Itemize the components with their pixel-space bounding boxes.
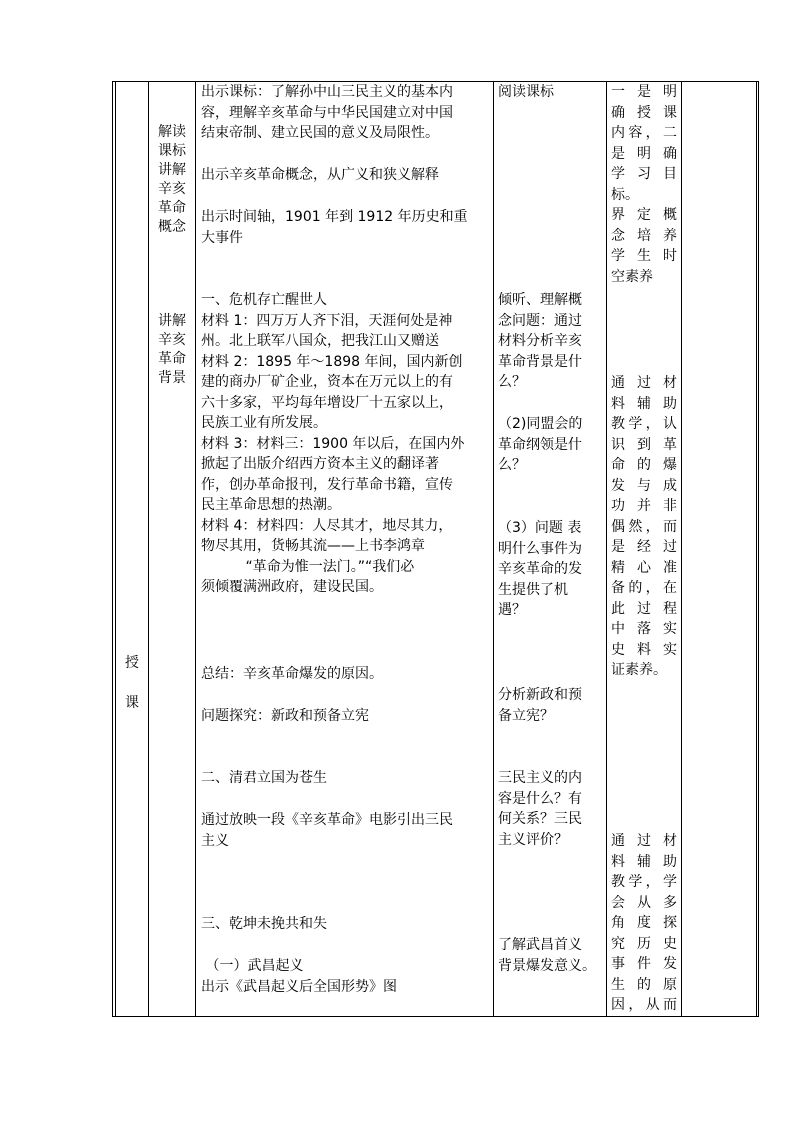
- text-line: 出示课标：了解孙中山三民主义的基本内: [201, 84, 453, 100]
- text-line: 通过放映一段《辛亥革命》电影引出三民: [201, 812, 453, 828]
- text-line: 阅读课标: [498, 84, 554, 100]
- text-line: 此 过 程: [611, 600, 677, 617]
- text-line: 确 授 课: [611, 104, 677, 121]
- text-line: 通 过 材: [611, 375, 677, 391]
- column-divider-1: [148, 81, 149, 1017]
- text-line: 辛亥革命的发: [498, 561, 582, 577]
- design-intent-inquiry: [611, 831, 677, 1016]
- text-line: 大事件: [201, 229, 243, 246]
- text-line: （3）问题 表: [498, 520, 582, 536]
- text-line: 主义评价？: [498, 831, 568, 848]
- student-activity-question-2: [498, 414, 604, 476]
- text-line: 发 与 成: [611, 477, 677, 494]
- text-line: 材料 2：1895 年～1898 年间，国内新创: [201, 353, 463, 370]
- teacher-activity-standards: [201, 82, 489, 144]
- text-line: 作，创办革命报刊，发行革命书籍，宣传: [201, 476, 453, 493]
- text-line: 证素养。: [611, 662, 667, 678]
- column-divider-5: [681, 81, 682, 1017]
- stage-label: [118, 654, 146, 713]
- text-line: 出示时间轴，1901 年到 1912 年历史和重: [201, 209, 468, 225]
- text-line: 明什么事件为: [498, 540, 582, 557]
- activity-name-line: 讲解: [158, 162, 186, 178]
- text-line: 事 件 发: [611, 956, 677, 972]
- text-line: 么？: [498, 457, 526, 473]
- activity-name-line: 革命: [158, 351, 186, 367]
- text-line: 备立宪？: [498, 707, 554, 724]
- activity-name-line: 背景: [158, 370, 186, 386]
- text-line: 倾听、理解概: [498, 292, 582, 308]
- teacher-activity-inquiry: [201, 706, 489, 727]
- text-line: 空素养: [611, 268, 653, 285]
- text-line: 精 心 准: [611, 559, 677, 576]
- teacher-activity-timeline: [201, 207, 489, 248]
- column-divider-4: [606, 81, 607, 1017]
- text-line: 三民主义的内: [498, 770, 582, 786]
- text-line: 功 并 非: [611, 498, 677, 514]
- stage-label-line: 授: [125, 655, 139, 671]
- activity-name-line: 概念: [158, 219, 186, 235]
- activity-name-line: 革命: [158, 200, 186, 216]
- text-line: 民主革命思想的热潮。: [201, 497, 341, 513]
- teacher-activity-film: [201, 810, 489, 851]
- text-line: 会 从 多: [611, 894, 677, 911]
- text-line: （2)同盟会的: [498, 416, 583, 432]
- text-line: 么？: [498, 374, 526, 390]
- student-activity-three-principles: [498, 768, 604, 850]
- text-line: 物尽其用，货畅其流——上书李鸿章: [201, 538, 425, 554]
- text-line: 是 明 确: [611, 145, 677, 162]
- text-line: 分析新政和预: [498, 687, 582, 703]
- text-line: 偶然，而: [611, 518, 677, 535]
- text-line: 学 习 目: [611, 166, 677, 182]
- text-line: 命 的 爆: [611, 457, 677, 473]
- text-line: 了解武昌首义: [498, 937, 582, 953]
- text-line: 何关系？三民: [498, 811, 582, 827]
- notes-column-empty: [683, 82, 755, 1016]
- activity-name-line: 辛亥: [158, 332, 186, 348]
- student-activity-question-3: [498, 518, 604, 621]
- student-activity-wuchang: [498, 935, 604, 976]
- text-line: 是 经 过: [611, 539, 677, 555]
- text-line: 中 落 实: [611, 621, 677, 637]
- text-line: 生 的 原: [611, 976, 677, 993]
- text-line: 念 培 养: [611, 227, 677, 244]
- text-line: 材料分析辛亥: [498, 333, 582, 349]
- text-line: 容，理解辛亥革命与中华民国建立对中国: [201, 104, 453, 121]
- text-line: 出示辛亥革命概念，从广义和狭义解释: [201, 167, 439, 183]
- activity-name-line: 辛亥: [158, 181, 186, 197]
- text-line: “革命为惟一法门。”“我们必: [201, 558, 415, 575]
- activity-name-background: [150, 312, 194, 388]
- table-left-border: [112, 81, 113, 1017]
- activity-name-line: 讲解: [158, 313, 186, 329]
- design-intent-materials: [611, 373, 677, 681]
- student-activity-read: [498, 82, 604, 103]
- text-line: 料 辅 助: [611, 853, 677, 870]
- text-line: 通 过 材: [611, 833, 677, 849]
- activity-name-line: 解读: [158, 124, 186, 140]
- text-line: 革命背景是什: [498, 353, 582, 370]
- text-line: 生提供了机: [498, 581, 568, 598]
- text-line: 史 料 实: [611, 641, 677, 658]
- text-line: 内容，二: [611, 125, 677, 141]
- text-line: 因，从而: [611, 997, 677, 1013]
- text-line: 一 是 明: [611, 84, 677, 100]
- section-heading: 三、乾坤未挽共和失: [201, 916, 327, 932]
- text-line: 材料 3：材料三：1900 年以后，在国内外: [201, 435, 465, 452]
- text-line: 容是什么？有: [498, 790, 582, 807]
- text-line: 角 度 探: [611, 915, 677, 931]
- activity-name-line: 课标: [158, 143, 186, 159]
- text-line: 料 辅 助: [611, 395, 677, 412]
- text-line: 界 定 概: [611, 207, 677, 223]
- teacher-activity-wuchang: [201, 956, 489, 997]
- table-bottom-border: [112, 1016, 758, 1017]
- text-line: 六十多家，平均每年增设厂十五家以上，: [201, 394, 453, 411]
- text-line: 念问题：通过: [498, 312, 582, 329]
- section-heading: 二、清君立国为苍生: [201, 770, 327, 786]
- activity-name-reading-standards: [150, 123, 194, 237]
- text-line: 民族工业有所发展。: [201, 415, 327, 431]
- student-activity-analyze: [498, 685, 604, 726]
- text-line: 学 生 时: [611, 248, 677, 264]
- text-line: 材料 4：材料四：人尽其才，地尽其力，: [201, 517, 453, 534]
- text-line: 问题探究：新政和预备立宪: [201, 708, 369, 724]
- text-line: 究 历 史: [611, 935, 677, 952]
- text-line: 备的，在: [611, 580, 677, 596]
- table-right-outer-border: [758, 81, 759, 1017]
- text-line: 教学，学: [611, 874, 677, 890]
- text-line: 掀起了出版介绍西方资本主义的翻译著: [201, 456, 439, 472]
- text-line: 背景爆发意义。: [498, 957, 596, 974]
- text-line: 出示《武昌起义后全国形势》图: [201, 978, 397, 995]
- text-line: 须倾覆满洲政府，建设民国。: [201, 579, 383, 595]
- teacher-activity-crisis-materials: [201, 290, 489, 598]
- teacher-activity-summary: [201, 664, 489, 685]
- text-line: 材料 1：四万万人齐下泪，天涯何处是神: [201, 312, 453, 329]
- design-intent-standards: [611, 82, 677, 287]
- text-line: 教学，认: [611, 416, 677, 432]
- teacher-activity-concept: [201, 165, 489, 186]
- table-right-border: [756, 81, 757, 1017]
- text-line: 革命纲领是什: [498, 436, 582, 453]
- student-activity-listen: [498, 290, 604, 393]
- column-divider-3: [493, 81, 494, 1017]
- column-divider-2: [195, 81, 196, 1017]
- text-line: 州。北上联军八国众，把我江山又赠送: [201, 333, 439, 349]
- table-left-inner-border: [115, 81, 116, 1017]
- text-line: 建的商办厂矿企业，资本在万元以上的有: [201, 374, 453, 390]
- text-line: 总结：辛亥革命爆发的原因。: [201, 666, 383, 682]
- teacher-activity-section-three: [201, 914, 489, 935]
- text-line: （一）武昌起义: [201, 958, 304, 974]
- text-line: 标。: [611, 186, 639, 203]
- text-line: 遇？: [498, 602, 526, 618]
- section-heading: 一、危机存亡醒世人: [201, 292, 327, 308]
- stage-label-line: 课: [125, 695, 139, 711]
- teacher-activity-section-two: [201, 768, 489, 789]
- text-line: 识 到 革: [611, 436, 677, 453]
- text-line: 主义: [201, 832, 229, 849]
- text-line: 结束帝制、建立民国的意义及局限性。: [201, 125, 439, 141]
